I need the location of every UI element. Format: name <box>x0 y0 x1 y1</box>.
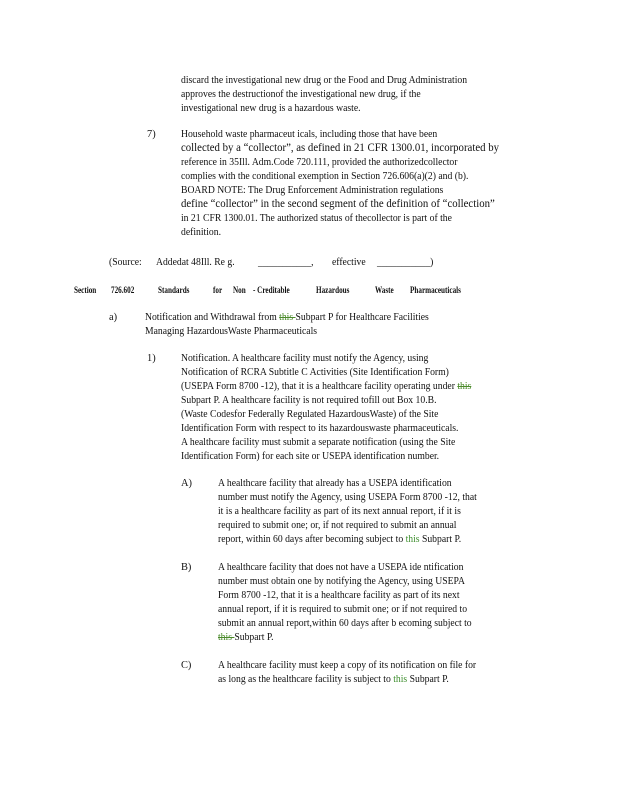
text-run: (USEPA Form 8700 -12), that it is a healthcare facility operating under <box>181 381 458 392</box>
text-line: submit an annual report,within 60 days after b ecoming subject to <box>218 618 472 629</box>
item-label: a) <box>109 312 118 323</box>
item-label: 7) <box>147 129 156 140</box>
text-line: collected by a “collector”, as defined in 21 CFR 1300.01, incorporated by <box>181 141 499 154</box>
text-line: number must notify the Agency, using USEPA Form 8700 -12, that <box>218 492 477 503</box>
text-line <box>181 380 471 393</box>
text-line: investigational new drug is a hazardous waste. <box>181 103 361 114</box>
source-blank: ___________, <box>258 257 314 268</box>
source-effective: effective <box>332 257 366 268</box>
text-line: in 21 CFR 1300.01. The authorized status of thecollector is part of the <box>181 213 452 224</box>
struck-text: this <box>457 381 472 392</box>
text-line: Managing HazardousWaste Pharmaceuticals <box>145 326 318 337</box>
text-run: Subpart P. <box>407 674 449 685</box>
text-line <box>145 311 429 324</box>
section-title-word: for <box>213 285 223 295</box>
text-line: Identification Form) for each site or USEPA identification number. <box>181 451 440 462</box>
text-line: A healthcare facility that does not have a USEPA ide ntification <box>218 562 464 573</box>
text-run: Subpart P for Healthcare Facilities <box>295 312 429 323</box>
text-line: annual report, if it is required to submit one; or if not required to <box>218 604 468 615</box>
source-blank: ___________) <box>377 257 434 268</box>
text-run: Subpart P. <box>234 632 274 643</box>
text-line: complies with the conditional exemption in Section 726.606(a)(2) and (b). <box>181 171 469 182</box>
struck-text: this <box>218 632 235 643</box>
text-line: discard the investigational new drug or the Food and Drug Administration <box>181 75 468 86</box>
text-line <box>218 533 461 546</box>
text-line: Household waste pharmaceut icals, including those that have been <box>181 129 438 140</box>
text-line: Identification Form with respect to its hazardouswaste pharmaceuticals. <box>181 423 459 434</box>
text-line: Notification. A healthcare facility must notify the Agency, using <box>181 353 429 364</box>
text-run: Subpart P. <box>419 534 462 545</box>
text-line: BOARD NOTE: The Drug Enforcement Administration regulations <box>181 185 444 196</box>
item-label: 1) <box>147 353 156 364</box>
text-line: Subpart P. A healthcare facility is not required tofill out Box 10.B. <box>181 395 437 406</box>
text-line <box>218 631 274 644</box>
struck-text: this <box>279 312 296 323</box>
text-line: number must obtain one by notifying the Agency, using USEPA <box>218 576 466 587</box>
inserted-text: this <box>405 534 420 545</box>
section-title-word: Hazardous <box>316 285 350 295</box>
text-line <box>218 673 449 686</box>
section-title-word: Standards <box>158 285 190 295</box>
section-number: 726.602 <box>111 285 135 295</box>
section-title-word: Pharmaceuticals <box>410 285 461 295</box>
item-label: C) <box>181 660 192 671</box>
section-label: Section <box>74 285 97 295</box>
text-run: as long as the healthcare facility is subject to <box>218 674 394 685</box>
text-line: A healthcare facility must keep a copy of its notification on file for <box>218 660 477 671</box>
text-line: define “collector” in the second segment of the definition of “collection” <box>181 197 495 210</box>
text-line: Notification of RCRA Subtitle C Activities (Site Identification Form) <box>181 367 449 378</box>
section-title-word: - Creditable <box>253 285 290 295</box>
item-label: A) <box>181 478 192 489</box>
text-line: approves the destructionof the investigational new drug, if the <box>181 89 421 100</box>
source-added: Addedat 48Ill. Re g. <box>156 257 235 268</box>
section-title-word: Non <box>233 285 246 295</box>
text-line: it is a healthcare facility as part of its next annual report, if it is <box>218 506 461 517</box>
text-line: required to submit one; or, if not required to submit an annual <box>218 520 457 531</box>
text-run: Notification and Withdrawal from <box>145 312 280 323</box>
text-line: definition. <box>181 227 221 238</box>
text-run: report, within 60 days after becoming subject to <box>218 534 406 545</box>
text-line: (Waste Codesfor Federally Regulated HazardousWaste) of the Site <box>181 409 439 420</box>
text-line: A healthcare facility must submit a separate notification (using the Site <box>181 437 456 448</box>
item-label: B) <box>181 562 192 573</box>
section-title-word: Waste <box>375 285 394 295</box>
source-open: (Source: <box>109 257 142 268</box>
text-line: reference in 35Ill. Adm.Code 720.111, provided the authorizedcollector <box>181 157 458 168</box>
text-line: Form 8700 -12, that it is a healthcare facility as part of its next <box>218 590 460 601</box>
text-line: A healthcare facility that already has a USEPA identification <box>218 478 452 489</box>
inserted-text: this <box>393 674 408 685</box>
